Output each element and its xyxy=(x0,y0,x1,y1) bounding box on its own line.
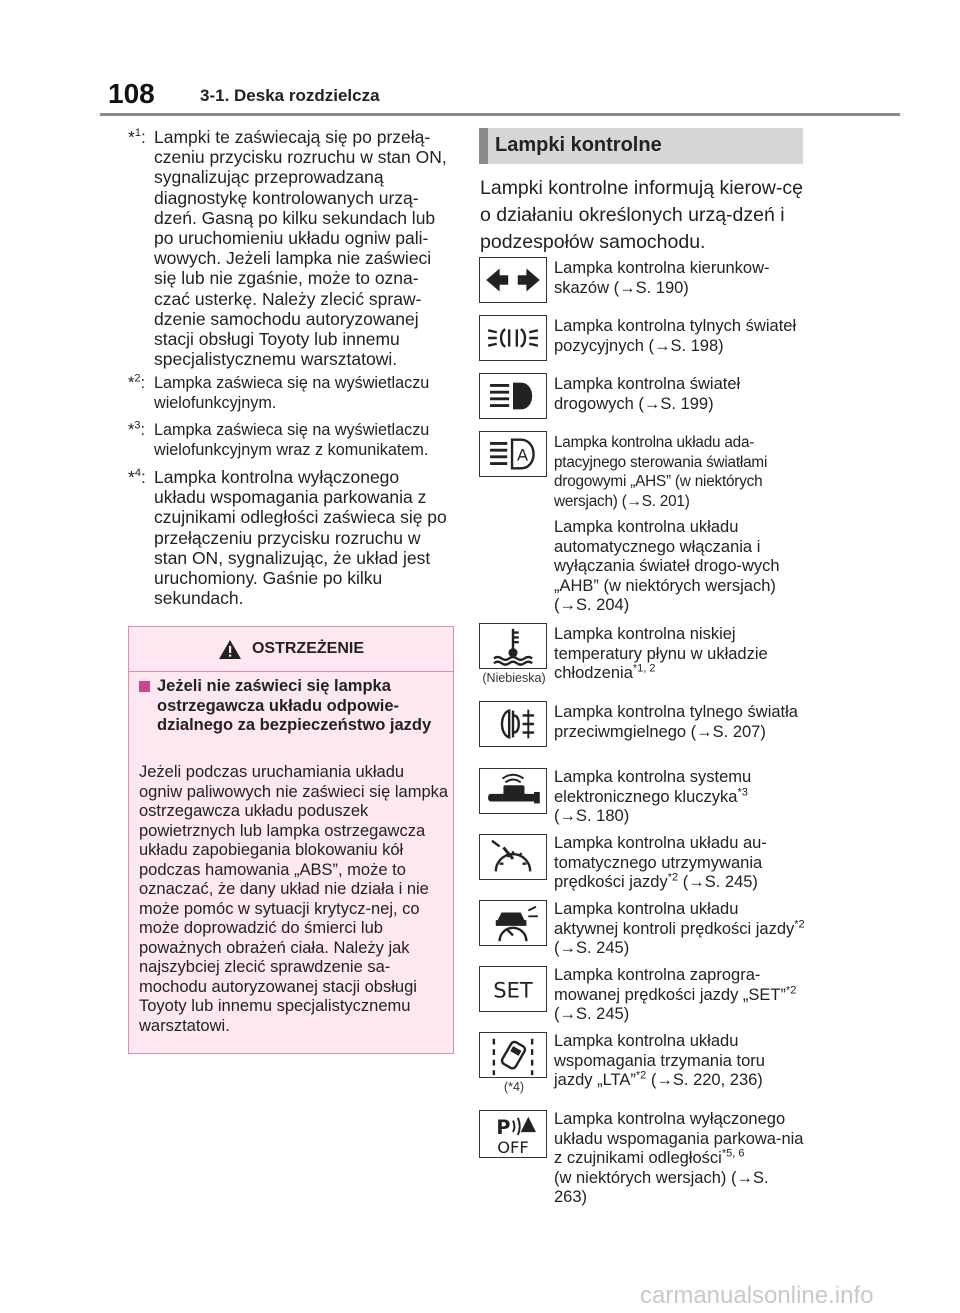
lane-trace-icon xyxy=(479,1032,547,1078)
turn-signal-icon xyxy=(479,257,547,303)
footnote-4: *$^4$: Lampka kontrolna wyłączonego układu wspomagania parkowania z czujnikami odległości zaświeca się po przełączeniu przycisku rozruchu w stan ON, sygnalizując, że układ jest uruchomiony. Gaśnie po kilku sekundach. xyxy=(128,467,453,608)
warning-label: OSTRZEŻENIE xyxy=(251,640,364,657)
set-icon xyxy=(479,966,547,1012)
auto-high-beam-icon xyxy=(479,431,547,477)
warning-box xyxy=(128,626,454,1054)
indicator-text: Lampka kontrolna świateł drogowych (→S. 199) xyxy=(554,375,741,413)
radar-cruise-icon xyxy=(479,900,547,946)
footnote-1: *$^1$: Lampki te zaświecają się po przełą-czeniu przycisku rozruchu w stan ON, sygnalizując przeprowadzaną diagnostykę kontrolowanych urzą-dzeń. Gasną po kilku sekundach lub po uruchomieniu układu ogniw pali-wowych. Jeżeli lampka nie zaświeci się lub nie zgaśnie, może to ozna-czać usterkę. Należy zlecić spraw-dzenie samochodu autoryzowanej stacji obsługi Toyoty lub innemu specjalistycznemu warsztatowi. xyxy=(128,127,453,369)
icon-caption: (*4) xyxy=(503,1080,525,1094)
page-number: 108 xyxy=(108,78,155,109)
off-text: OFF xyxy=(497,1138,529,1157)
section-intro: Lampki kontrolne informują kierow-cę o działaniu określonych urzą-dzeń i podzespołów samochodu. xyxy=(480,177,803,253)
warning-title: Jeżeli nie zaświeci się lampka ostrzegawcza układu odpowie-dzialnego za bezpieczeństwo jazdy xyxy=(139,677,444,736)
indicator-text: Lampka kontrolna systemu elektronicznego kluczyka$^{*3}$ (→S. 180) xyxy=(554,768,752,826)
indicator-text: Lampka kontrolna układu au-tomatycznego utrzymywania prędkości jazdy$^{*2}$ (→S. 245) xyxy=(554,834,767,892)
indicator-text: Lampka kontrolna tylnego światła przeciwmgielnego (→S. 207) xyxy=(554,703,798,741)
indicator-text: Lampka kontrolna zaprogra-mowanej prędkości jazdy „SET”$^{*2}$ (→S. 245) xyxy=(554,966,797,1024)
parking-sensor-off-icon xyxy=(479,1110,547,1158)
parking-letter: P xyxy=(496,1116,511,1139)
header-rule xyxy=(100,113,900,116)
footnote-3: *$^3$: Lampka zaświeca się na wyświetlaczu wielofunkcyjnym wraz z komunikatem. xyxy=(128,421,453,460)
tail-light-icon xyxy=(479,315,547,361)
footnote-text: Lampka zaświeca się na wyświetlaczu wielofunkcyjnym wraz z komunikatem. xyxy=(154,421,430,459)
footnote-text: Lampki te zaświecają się po przełą-czeniu przycisku rozruchu w stan ON, sygnalizując przeprowadzaną diagnostykę kontrolowanych urzą-dzeń. Gasną po kilku sekundach lub po uruchomieniu układu ogniw pali-wowych. Jeżeli lampka nie zaświeci się lub nie zgaśnie, może to ozna-czać usterkę. Należy zlecić spraw-dzenie samochodu autoryzowanej stacji obsługi Toyoty lub innemu specjalistycznemu warsztatowi. xyxy=(154,127,447,370)
indicator-text: Lampka kontrolna kierunkow-skazów (→S. 190) xyxy=(554,259,770,297)
bullet-square xyxy=(139,681,150,692)
high-beam-icon xyxy=(479,373,547,419)
svg-text:A: A xyxy=(517,445,529,465)
indicator-text: Lampka kontrolna układu wspomagania trzymania toru jazdy „LTA”$^{*2}$ (→S. 220, 236) xyxy=(554,1032,765,1090)
section-heading xyxy=(479,128,803,164)
indicator-text-secondary: Lampka kontrolna układu automatycznego włączania i wyłączania świateł drogo-wych „AHB” (w niektórych wersjach) (→S. 204) xyxy=(554,518,780,615)
indicator-text: Lampka kontrolna wyłączonego układu wspomagania parkowa-nia z czujnikami odległości$^{*5, 6}$ (w niektórych wersjach) (→S. 263) xyxy=(554,1110,804,1207)
indicator-text: Lampka kontrolna układu aktywnej kontroli prędkości jazdy$^{*2}$ (→S. 245) xyxy=(554,900,805,958)
smart-key-icon xyxy=(479,768,547,814)
indicator-text: Lampka kontrolna tylnych świateł pozycyjnych (→S. 198) xyxy=(554,317,797,355)
footnote-text: Lampka zaświeca się na wyświetlaczu wielofunkcyjnym. xyxy=(154,374,430,412)
section-title: Lampki kontrolne xyxy=(495,134,662,156)
warning-triangle-icon xyxy=(218,639,242,660)
footnote-2: *$^2$: Lampka zaświeca się na wyświetlaczu wielofunkcyjnym. xyxy=(128,374,453,413)
chapter-title: 3-1. Deska rozdzielcza xyxy=(200,86,380,105)
watermark: carmanualsonline.info xyxy=(640,1282,874,1309)
set-icon-text: SET xyxy=(493,977,533,1003)
warning-header xyxy=(129,627,453,672)
icon-caption: (Niebieska) xyxy=(482,671,546,685)
cruise-control-icon xyxy=(479,834,547,880)
low-coolant-temp-icon xyxy=(479,623,547,669)
footnote-text: Lampka kontrolna wyłączonego układu wspomagania parkowania z czujnikami odległości zaświeca się po przełączeniu przycisku rozruchu w stan ON, sygnalizując, że układ jest uruchomiony. Gaśnie po kilku sekundach. xyxy=(154,467,447,609)
section-bar xyxy=(479,128,488,164)
indicator-text: Lampka kontrolna niskiej temperatury płynu w układzie chłodzenia$^{*1, 2}$ xyxy=(554,625,768,683)
warning-body: Jeżeli podczas uruchamiania układu ogniw paliwowych nie zaświeci się lampka ostrzegawcza układu poduszek powietrznych lub lampka ostrzegawcza układu zapobiegania blokowaniu kół podczas hamowania „ABS”, może to oznaczać, że dany układ nie działa i nie może pomóc w sytuacji krytycz-nej, co może doprowadzić do śmierci lub poważnych obrażeń ciała. Należy jak najszybciej zlecić sprawdzenie sa-mochodu autoryzowanej stacji obsługi Toyoty lub innemu specjalistycznemu warsztatowi. xyxy=(139,763,449,1035)
indicator-text: Lampka kontrolna układu ada-ptacyjnego sterowania światłami drogowymi „AHS” (w niektórych wersjach) (→S. 201) xyxy=(554,434,768,510)
rear-fog-light-icon xyxy=(479,701,547,747)
